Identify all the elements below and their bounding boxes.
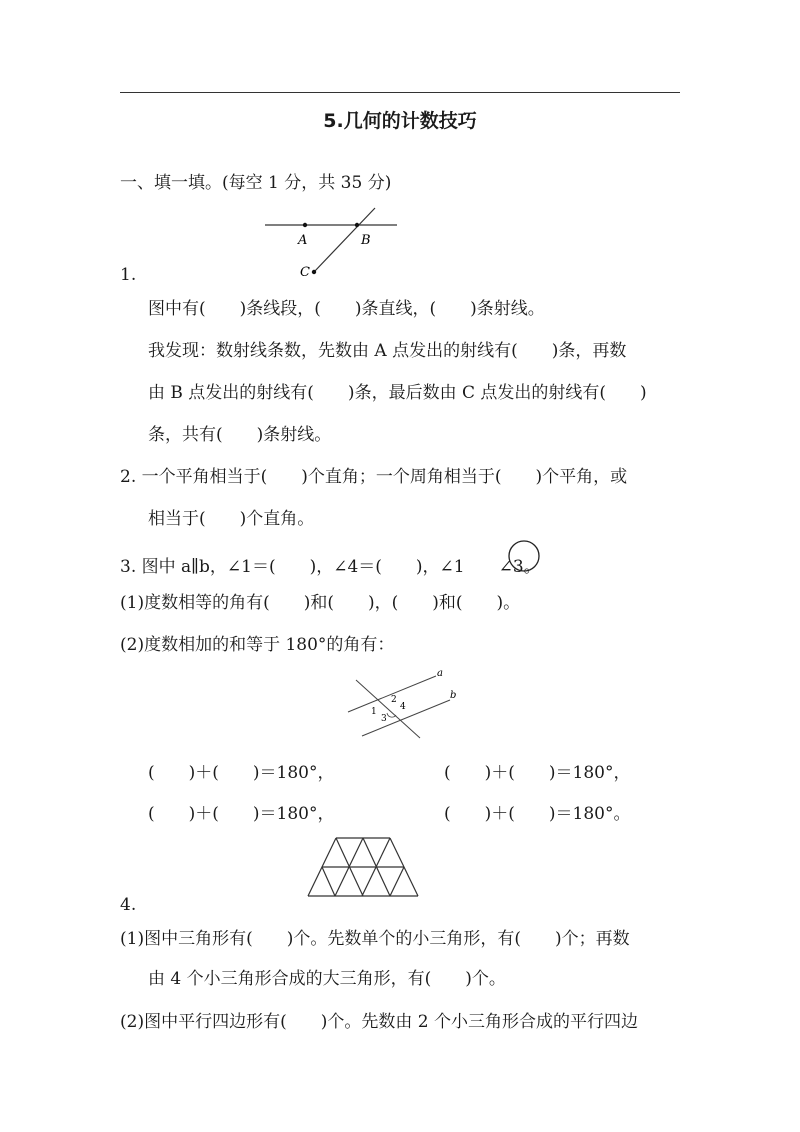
q3-line-b (362, 700, 450, 736)
page-title: 5.几何的计数技巧 (323, 110, 477, 132)
q4-down-3 (390, 867, 404, 896)
q3-part-1: (1)度数相等的角有( )和( )，( )和( )。 (120, 593, 521, 613)
q3-answer-circle (506, 538, 542, 574)
q3-angle-4: 4 (400, 702, 406, 712)
q1-line-2: 我发现：数射线条数，先数由 A 点发出的射线有( )条，再数 (148, 341, 627, 361)
q2-line-2: 相当于( )个直角。 (148, 509, 315, 529)
q3-sum-right-2: ( )＋( )＝180°。 (444, 804, 631, 824)
q1-point-c (312, 270, 316, 274)
header-rule (120, 92, 680, 93)
q1-label-b: B (361, 233, 371, 248)
q3-sum-right-1: ( )＋( )＝180°， (444, 763, 631, 783)
q1-line-4: 条，共有( )条射线。 (148, 425, 332, 445)
q3-sum-left-2: ( )＋( )＝180°， (148, 804, 335, 824)
q1-line-3: 由 B 点发出的射线有( )条，最后数由 C 点发出的射线有( ) (148, 383, 647, 403)
section-heading: 一、填一填。(每空 1 分，共 35 分) (120, 173, 392, 193)
q3-line-a (348, 676, 436, 712)
q1-figure (262, 200, 402, 280)
q4-number: 4. (120, 895, 137, 915)
q4-figure (300, 834, 430, 904)
q3-angle-1: 1 (371, 707, 377, 717)
q2-line-1: 2. 一个平角相当于( )个直角；一个周角相当于( )个平角，或 (120, 467, 628, 487)
q3-figure (340, 664, 470, 744)
q1-number: 1. (120, 265, 137, 285)
q4-up-3 (322, 867, 335, 896)
q1-label-a: A (298, 233, 308, 248)
q3-angle-3: 3 (381, 714, 387, 724)
q3-angle-2: 2 (391, 695, 397, 705)
q3-label-b: b (450, 690, 457, 701)
q4-part-2: (2)图中平行四边形有( )个。先数由 2 个小三角形合成的平行四边 (120, 1012, 638, 1032)
q4-part-1a: (1)图中三角形有( )个。先数单个的小三角形，有( )个；再数 (120, 929, 630, 949)
q1-label-c: C (300, 265, 310, 280)
q1-point-b (355, 223, 359, 227)
q3-sum-left-1: ( )＋( )＝180°， (148, 763, 335, 783)
q1-line-1: 图中有( )条线段，( )条直线，( )条射线。 (148, 299, 545, 319)
q3-line-1: 3. 图中 a∥b，∠1＝( )，∠4＝( )，∠1 ∠3。 (120, 557, 541, 577)
q3-part-2: (2)度数相加的和等于 180°的角有： (120, 635, 395, 655)
q4-part-1b: 由 4 个小三角形合成的大三角形，有( )个。 (148, 969, 506, 989)
q3-label-a: a (437, 668, 443, 679)
q3-transversal (356, 680, 420, 738)
q1-point-a (303, 223, 307, 227)
